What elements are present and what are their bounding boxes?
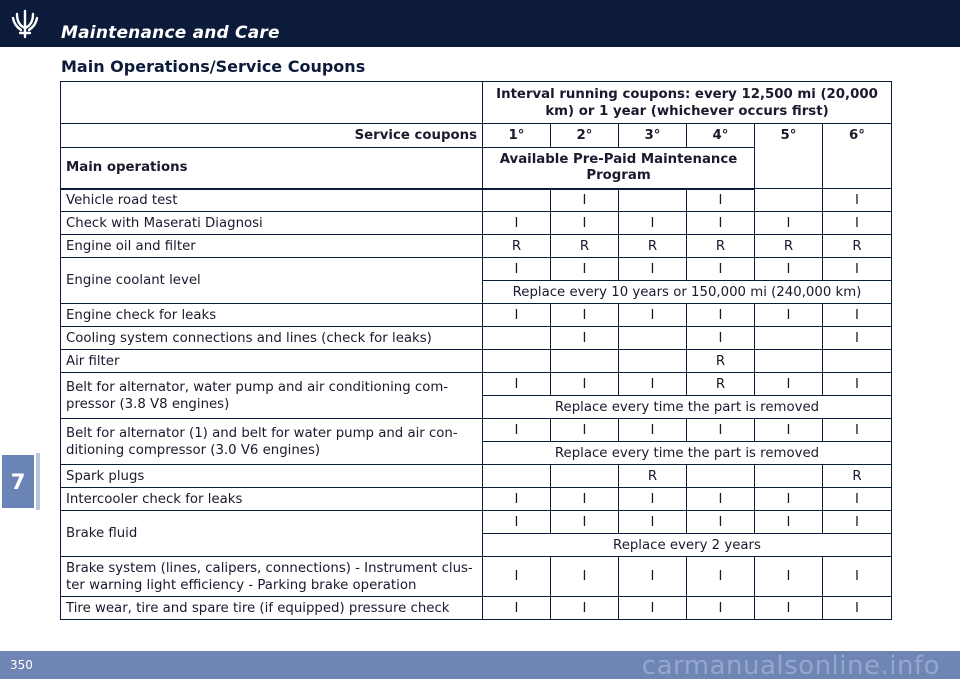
table-row [61, 258, 892, 281]
interval-value-cell: I [483, 258, 551, 281]
interval-value-cell: I [823, 258, 892, 281]
operation-cell: Engine oil and filter [61, 235, 483, 258]
table-row [61, 327, 892, 350]
interval-value-cell: I [551, 419, 619, 442]
coupon-header: 2° [551, 124, 619, 148]
interval-value-cell [551, 350, 619, 373]
header-row-coupons [61, 124, 892, 148]
operation-cell: Cooling system connections and lines (check for leaks) [61, 327, 483, 350]
interval-value-cell [483, 350, 551, 373]
header-title: Maintenance and Care [61, 23, 280, 43]
interval-value-cell: I [483, 597, 551, 620]
service-coupons-table [60, 81, 892, 620]
coupon-header: 4° [687, 124, 755, 148]
interval-value-cell: I [483, 488, 551, 511]
interval-value-cell: I [619, 373, 687, 396]
interval-value-cell: I [551, 557, 619, 597]
interval-value-cell: R [483, 235, 551, 258]
table-row [61, 373, 892, 396]
operation-cell: Spark plugs [61, 465, 483, 488]
interval-value-cell: I [483, 419, 551, 442]
interval-value-cell: R [687, 373, 755, 396]
interval-value-cell: R [823, 235, 892, 258]
interval-value-cell: I [551, 258, 619, 281]
interval-value-cell: I [823, 557, 892, 597]
interval-value-cell: I [619, 212, 687, 235]
header-row-interval [61, 82, 892, 124]
interval-value-cell: I [551, 511, 619, 534]
interval-value-cell: I [823, 373, 892, 396]
page-header [0, 0, 960, 47]
interval-value-cell: I [823, 511, 892, 534]
operation-cell: Check with Maserati Diagnosi [61, 212, 483, 235]
interval-value-cell [619, 189, 687, 212]
interval-value-cell: I [551, 212, 619, 235]
interval-value-cell: I [687, 597, 755, 620]
coupon-header: 3° [619, 124, 687, 148]
interval-value-cell: I [823, 419, 892, 442]
interval-value-cell: I [619, 597, 687, 620]
operation-cell: Vehicle road test [61, 189, 483, 212]
table-row [61, 597, 892, 620]
operation-cell: Belt for alternator, water pump and air conditioning com- pressor (3.8 V8 engines) [61, 373, 483, 419]
interval-value-cell: I [755, 597, 823, 620]
interval-value-cell: R [619, 465, 687, 488]
table-row [61, 511, 892, 534]
interval-value-cell [619, 327, 687, 350]
interval-value-cell [483, 327, 551, 350]
interval-value-cell: I [619, 557, 687, 597]
interval-value-cell: I [483, 511, 551, 534]
interval-value-cell: I [619, 511, 687, 534]
interval-value-cell: I [687, 419, 755, 442]
interval-value-cell: I [687, 304, 755, 327]
interval-value-cell: I [687, 488, 755, 511]
interval-value-cell: I [823, 327, 892, 350]
replacement-note: Replace every 2 years [483, 534, 892, 557]
table-row [61, 465, 892, 488]
interval-value-cell: I [551, 488, 619, 511]
interval-value-cell: I [483, 557, 551, 597]
interval-value-cell: I [687, 189, 755, 212]
interval-value-cell: I [823, 597, 892, 620]
interval-value-cell: I [823, 189, 892, 212]
table-row [61, 350, 892, 373]
operation-cell: Engine check for leaks [61, 304, 483, 327]
main-operations-label: Main operations [61, 148, 483, 189]
coupon-header: 1° [483, 124, 551, 148]
interval-header: Interval running coupons: every 12,500 mi (20,000 km) or 1 year (whichever occurs first) [483, 82, 892, 124]
interval-value-cell: R [687, 350, 755, 373]
watermark: carmanualsonline.info [641, 651, 940, 681]
interval-value-cell: R [687, 235, 755, 258]
interval-value-cell: I [619, 488, 687, 511]
operation-cell: Brake fluid [61, 511, 483, 557]
interval-value-cell [755, 327, 823, 350]
trident-logo [8, 6, 42, 40]
interval-value-cell: I [823, 304, 892, 327]
operation-cell: Intercooler check for leaks [61, 488, 483, 511]
interval-value-cell: I [823, 212, 892, 235]
interval-value-cell: I [755, 373, 823, 396]
operation-cell: Air filter [61, 350, 483, 373]
chapter-tab[interactable]: 7 [0, 453, 40, 510]
interval-value-cell: I [551, 304, 619, 327]
interval-value-cell: I [755, 557, 823, 597]
interval-value-cell [483, 189, 551, 212]
interval-value-cell [755, 350, 823, 373]
interval-value-cell [551, 465, 619, 488]
interval-value-cell: I [619, 419, 687, 442]
operation-cell: Brake system (lines, calipers, connections) - Instrument clus- ter warning light efficiency - Parking brake operation [61, 557, 483, 597]
interval-value-cell: I [755, 488, 823, 511]
interval-value-cell [483, 465, 551, 488]
table-row [61, 488, 892, 511]
interval-value-cell: I [619, 258, 687, 281]
table-row [61, 304, 892, 327]
interval-value-cell: I [483, 373, 551, 396]
table-row [61, 189, 892, 212]
interval-value-cell: I [551, 189, 619, 212]
interval-value-cell [823, 350, 892, 373]
prepaid-label: Available Pre-Paid Maintenance Program [483, 148, 755, 189]
interval-value-cell: I [687, 557, 755, 597]
table-row [61, 212, 892, 235]
interval-value-cell: I [755, 511, 823, 534]
table-row [61, 235, 892, 258]
replacement-note: Replace every time the part is removed [483, 396, 892, 419]
table-row [61, 557, 892, 597]
page-footer [0, 651, 960, 679]
interval-value-cell: I [483, 304, 551, 327]
interval-value-cell: I [551, 327, 619, 350]
replacement-note: Replace every time the part is removed [483, 442, 892, 465]
interval-value-cell: I [755, 304, 823, 327]
interval-value-cell: I [755, 419, 823, 442]
interval-value-cell: R [755, 235, 823, 258]
interval-value-cell: I [687, 511, 755, 534]
coupon-header: 6° [823, 124, 892, 189]
interval-value-cell: R [551, 235, 619, 258]
operation-cell: Engine coolant level [61, 258, 483, 304]
interval-value-cell: I [687, 258, 755, 281]
coupon-header: 5° [755, 124, 823, 189]
section-title: Main Operations/Service Coupons [61, 57, 366, 76]
interval-value-cell: I [483, 212, 551, 235]
operation-cell: Belt for alternator (1) and belt for water pump and air con- ditioning compressor (3.0 V6 engines) [61, 419, 483, 465]
operation-cell: Tire wear, tire and spare tire (if equipped) pressure check [61, 597, 483, 620]
interval-value-cell [619, 350, 687, 373]
interval-value-cell [687, 465, 755, 488]
interval-value-cell [755, 465, 823, 488]
interval-value-cell: I [687, 212, 755, 235]
interval-value-cell: I [823, 488, 892, 511]
interval-value-cell: I [755, 212, 823, 235]
interval-value-cell: I [687, 327, 755, 350]
interval-value-cell: I [551, 373, 619, 396]
page-number: 350 [10, 658, 33, 672]
interval-value-cell: I [551, 597, 619, 620]
blank-header-cell [61, 82, 483, 124]
interval-value-cell: I [619, 304, 687, 327]
interval-value-cell [755, 189, 823, 212]
replacement-note: Replace every 10 years or 150,000 mi (240,000 km) [483, 281, 892, 304]
table-row [61, 419, 892, 442]
interval-value-cell: R [823, 465, 892, 488]
interval-value-cell: I [755, 258, 823, 281]
interval-value-cell: R [619, 235, 687, 258]
service-coupons-label: Service coupons [61, 124, 483, 148]
